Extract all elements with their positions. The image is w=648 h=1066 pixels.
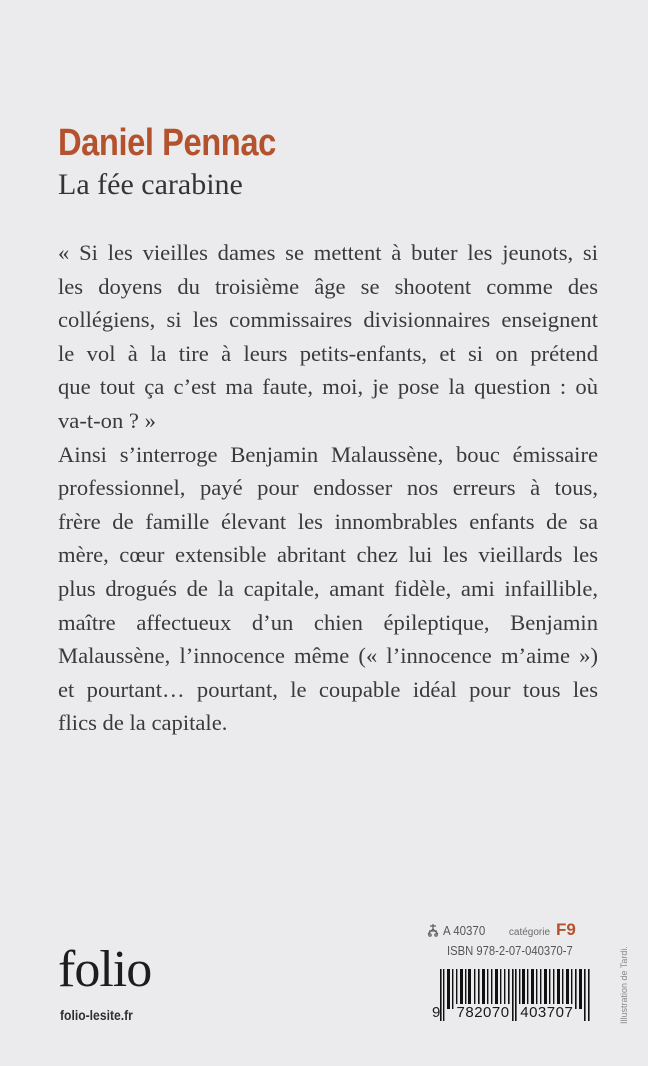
blurb-line: mère, cœur extensible abritant chez lui les vieillards les [58, 542, 598, 568]
catalog-info [426, 920, 576, 938]
blurb-line: plus drogués de la capitale, amant fidèle, ami infaillible, [58, 575, 598, 601]
blurb-line: les doyens du troisième âge se shootent comme des [58, 273, 598, 299]
blurb-line: « Si les vieilles dames se mettent à buter les jeunots, si [58, 240, 598, 265]
blurb-line: que tout ça c’est ma faute, moi, je pose la question : où [58, 374, 598, 400]
publisher-website: folio-lesite.fr [60, 1008, 133, 1023]
paper-symbol-icon [426, 923, 440, 937]
category-value: F9 [556, 920, 576, 939]
publisher-logo: folio [58, 941, 152, 998]
book-title: La fée carabine [58, 168, 243, 201]
barcode-group-2: 403707 [520, 1004, 574, 1021]
blurb-line: Ainsi s’interroge Benjamin Malaussène, bouc émissaire [58, 441, 598, 467]
blurb-line: le vol à la tire à leurs petits-enfants, et si on prétend [58, 340, 598, 366]
blurb-line: et pourtant… pourtant, le coupable idéal pour tous les [58, 676, 598, 702]
catalog-code: A 40370 [443, 924, 486, 938]
blurb-line: maître affectueux d’un chien épileptique, Benjamin [58, 609, 598, 635]
blurb-line: flics de la capitale. [58, 710, 228, 736]
back-cover-blurb [58, 236, 598, 740]
blurb-line: va-t-on ? » [58, 407, 156, 433]
barcode-group-1: 782070 [456, 1004, 510, 1021]
blurb-line: frère de famille élevant les innombrables enfants de sa [58, 508, 598, 534]
category-label: catégorie [508, 927, 551, 938]
illustration-credit: Illustration de Tardi. [619, 946, 629, 1024]
barcode-number [432, 1004, 574, 1021]
barcode-lead-digit: 9 [432, 1004, 441, 1021]
author-name: Daniel Pennac [58, 122, 276, 164]
isbn: ISBN 978-2-07-040370-7 [447, 944, 573, 958]
blurb-line: Malaussène, l’innocence même (« l’innocence m’aime ») [58, 643, 598, 669]
blurb-line: collégiens, si les commissaires divisionnaires enseignent [58, 307, 598, 333]
blurb-line: professionnel, payé pour endosser nos erreurs à tous, [58, 475, 598, 501]
